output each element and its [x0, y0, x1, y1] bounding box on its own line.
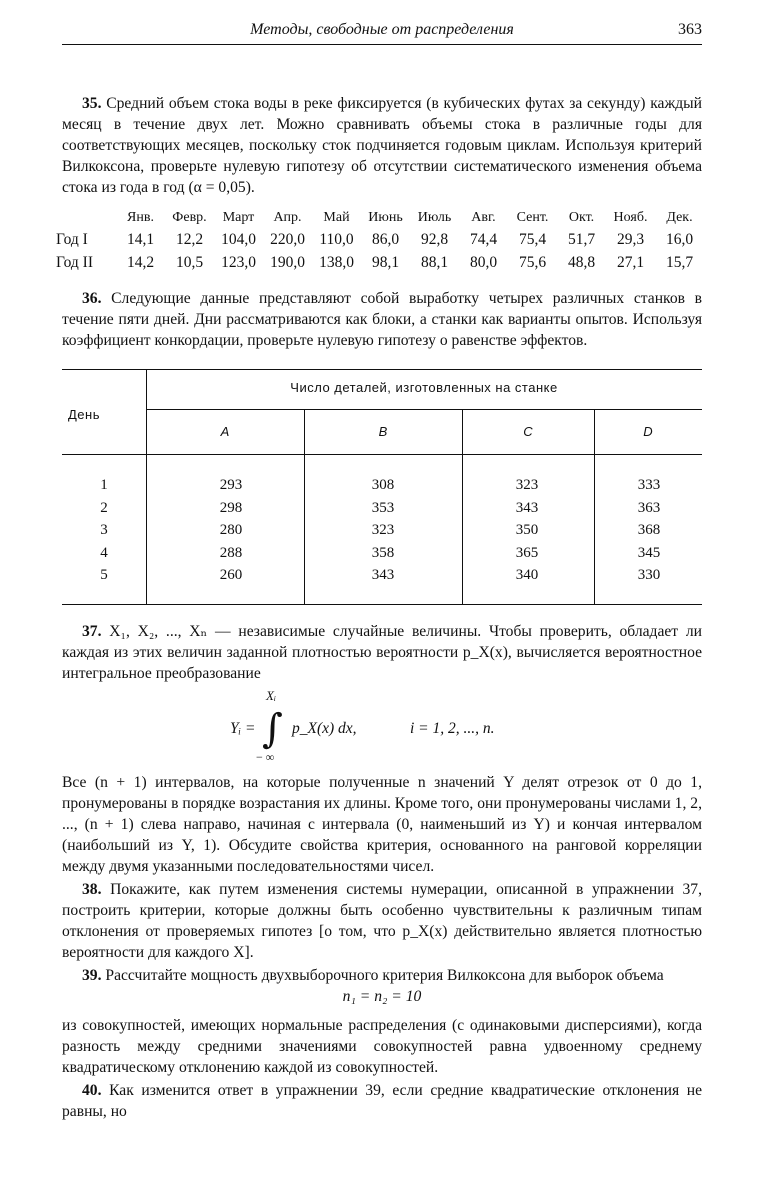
- month-header: Нояб.: [613, 210, 648, 225]
- table-row: [56, 251, 704, 274]
- machine-header-d: D: [643, 424, 653, 439]
- table-cell: 74,4: [469, 231, 498, 248]
- month-header: Март: [222, 210, 255, 225]
- exercise-text: Как изменится ответ в упражнении 39, если средние квадратические отклонения не равны, но: [62, 1082, 702, 1120]
- month-header: Апр.: [273, 210, 302, 225]
- exercise-text: Покажите, как путем изменения системы нумерации, описанной в упражнении 37, построить критерии, которые должны быть особенно чувствительны к различным типам отклонения от проверяемых гипотез [о том, что p_X(x) действительно является плотностью вероятности для каждого X].: [62, 881, 702, 961]
- exercise-text: Средний объем стока воды в реке фиксируется (в кубических футах за секунду) каждый месяц в течение двух лет. Можно сравнивать объемы стока в различные годы для соответствующих месяцев, поскольку сток подчиняется годовым циклам. Используя критерий Вилкоксона, проверьте нулевую гипотезу об отсутствии систематического изменения объема стока из года в год (α = 0,05).: [62, 95, 702, 196]
- integral-formula: [62, 686, 702, 772]
- month-header: Сент.: [516, 210, 549, 225]
- month-header: Дек.: [666, 210, 693, 225]
- column-c: [502, 474, 552, 587]
- formula-range: i = 1, 2, ..., n.: [410, 720, 495, 737]
- table-cell: 345: [637, 544, 661, 561]
- exercise-39-continued: из совокупностей, имеющих нормальные распределения (с одинаковыми дисперсиями), когда разность между средними значениями совокупностей равна удвоенному среднему квадратическому отклонению каждой из совокупностей.: [62, 1017, 702, 1076]
- table-cell: 48,8: [567, 254, 596, 271]
- exercise-39: [62, 965, 702, 986]
- month-header: Июль: [417, 210, 452, 225]
- table-cell: 104,0: [221, 231, 256, 248]
- formula-upper-limit: Xᵢ: [266, 688, 276, 703]
- table-cell: 92,8: [420, 231, 449, 248]
- formula-integrand: p_X(x) dx,: [292, 720, 357, 737]
- column-a: [206, 474, 256, 587]
- table-row: [56, 228, 704, 251]
- table-cell: 220,0: [270, 231, 305, 248]
- exercise-number: 40.: [82, 1082, 102, 1099]
- table-cell: 298: [219, 499, 243, 516]
- table-cell: 86,0: [371, 231, 400, 248]
- table-cell: 358: [371, 544, 395, 561]
- formula-lower-limit: − ∞: [256, 750, 275, 764]
- exercise-number: 37.: [82, 623, 102, 640]
- table-cell: 365: [515, 544, 539, 561]
- table-cell: 29,3: [616, 231, 645, 248]
- table-cell: 363: [637, 499, 661, 516]
- month-header: Авг.: [471, 210, 496, 225]
- day-cell: 1: [100, 477, 108, 493]
- exercise-37: [62, 621, 702, 684]
- machine-header-a: A: [220, 424, 230, 439]
- exercise-38: [62, 879, 702, 963]
- exercise-text: Следующие данные представляют собой выработку четырех различных станков в течение пяти дней. Дни рассматриваются как блоки, а станки как варианты опытов. Используя коэффициент конкордации, проверьте нулевую гипотезу о равенстве эффектов.: [62, 290, 702, 349]
- integral-sign: ∫: [262, 706, 283, 752]
- table-header-row: [56, 208, 704, 228]
- month-header: Февр.: [172, 210, 207, 225]
- table-cell: 340: [515, 567, 539, 583]
- column-b: [358, 474, 408, 587]
- river-flow-table: [56, 208, 704, 274]
- day-cell: 2: [100, 499, 108, 516]
- month-header: Окт.: [568, 210, 595, 225]
- exercise-number: 38.: [82, 881, 102, 898]
- table-cell: 88,1: [420, 254, 449, 271]
- day-column: [82, 474, 126, 587]
- table-cell: 15,7: [665, 254, 694, 271]
- table-cell: 51,7: [567, 231, 596, 248]
- table-cell: 333: [637, 477, 661, 493]
- table-cell: 12,2: [175, 231, 204, 248]
- month-header: Июнь: [368, 210, 403, 225]
- day-cell: 5: [100, 567, 108, 583]
- exercise-35: [62, 93, 702, 198]
- table-cell: 293: [219, 477, 243, 493]
- table-cell: 75,4: [518, 231, 547, 248]
- table-cell: 353: [371, 499, 395, 516]
- table-cell: 350: [515, 522, 539, 538]
- exercise-36: [62, 288, 702, 351]
- exercise-number: 39.: [82, 967, 102, 984]
- page-number: 363: [678, 21, 702, 38]
- formula-lhs: Yᵢ =: [230, 720, 256, 737]
- table-cell: 14,1: [126, 231, 155, 248]
- table-cell: 190,0: [270, 254, 305, 271]
- machine-output-table: [62, 369, 702, 605]
- table-cell: 16,0: [665, 231, 694, 248]
- machine-header-b: B: [378, 424, 388, 439]
- table-cell: 138,0: [319, 254, 354, 271]
- table-cell: 368: [637, 522, 661, 538]
- day-header: День: [68, 407, 100, 422]
- exercise-text: Рассчитайте мощность двухвыборочного критерия Вилкоксона для выборок объема: [105, 967, 664, 984]
- table-cell: 123,0: [221, 254, 256, 271]
- page: [56, 20, 702, 1122]
- table-cell: 98,1: [371, 254, 400, 271]
- running-title: Методы, свободные от распределения: [250, 21, 514, 38]
- table-cell: 343: [515, 499, 539, 516]
- sample-size-formula: n₁ = n₂ = 10: [342, 988, 422, 1005]
- table-cell: 27,1: [616, 254, 645, 271]
- row-label: Год I: [56, 231, 88, 248]
- table-cell: 330: [637, 567, 661, 583]
- exercise-number: 35.: [82, 95, 102, 112]
- machine-header-c: C: [523, 424, 533, 439]
- table-cell: 10,5: [175, 254, 204, 271]
- running-header: [62, 20, 702, 45]
- exercise-text: X₁, X₂, ..., Xₙ — независимые случайные величины. Чтобы проверить, обладает ли каждая из этих величин заданной плотностью вероятности p_X(x), вычисляется вероятностное интегральное преобразование: [62, 623, 702, 682]
- day-cell: 4: [100, 544, 108, 561]
- exercise-number: 36.: [82, 290, 102, 307]
- group-header: Число деталей, изготовленных на станке: [290, 380, 558, 395]
- table-cell: 323: [371, 522, 395, 538]
- row-label: Год II: [56, 254, 93, 271]
- month-header: Янв.: [127, 210, 154, 225]
- table-cell: 110,0: [319, 231, 354, 248]
- table-cell: 75,6: [518, 254, 547, 271]
- column-d: [624, 474, 674, 587]
- day-cell: 3: [100, 522, 108, 538]
- table-cell: 323: [515, 477, 539, 493]
- month-header: Май: [323, 210, 350, 225]
- exercise-37-continued: Все (n + 1) интервалов, на которые полученные n значений Y делят отрезок от 0 до 1, пронумерованы в порядке возрастания их длины. Кроме того, они пронумерованы числами 1, 2, ..., (n + 1) слева направо, начиная с интервала (0, наименьший из Y) и кончая интервалом (наибольший из Y, 1). Обсудите свойства критерия, основанного на ранговой корреляции между двумя указанными последовательностями чисел.: [62, 774, 702, 875]
- table-cell: 260: [219, 567, 243, 583]
- table-cell: 280: [219, 522, 243, 538]
- table-cell: 288: [219, 544, 243, 561]
- table-cell: 343: [371, 567, 395, 583]
- table-cell: 14,2: [126, 254, 155, 271]
- table-cell: 80,0: [469, 254, 498, 271]
- exercise-40: [62, 1080, 702, 1122]
- table-cell: 308: [371, 477, 395, 493]
